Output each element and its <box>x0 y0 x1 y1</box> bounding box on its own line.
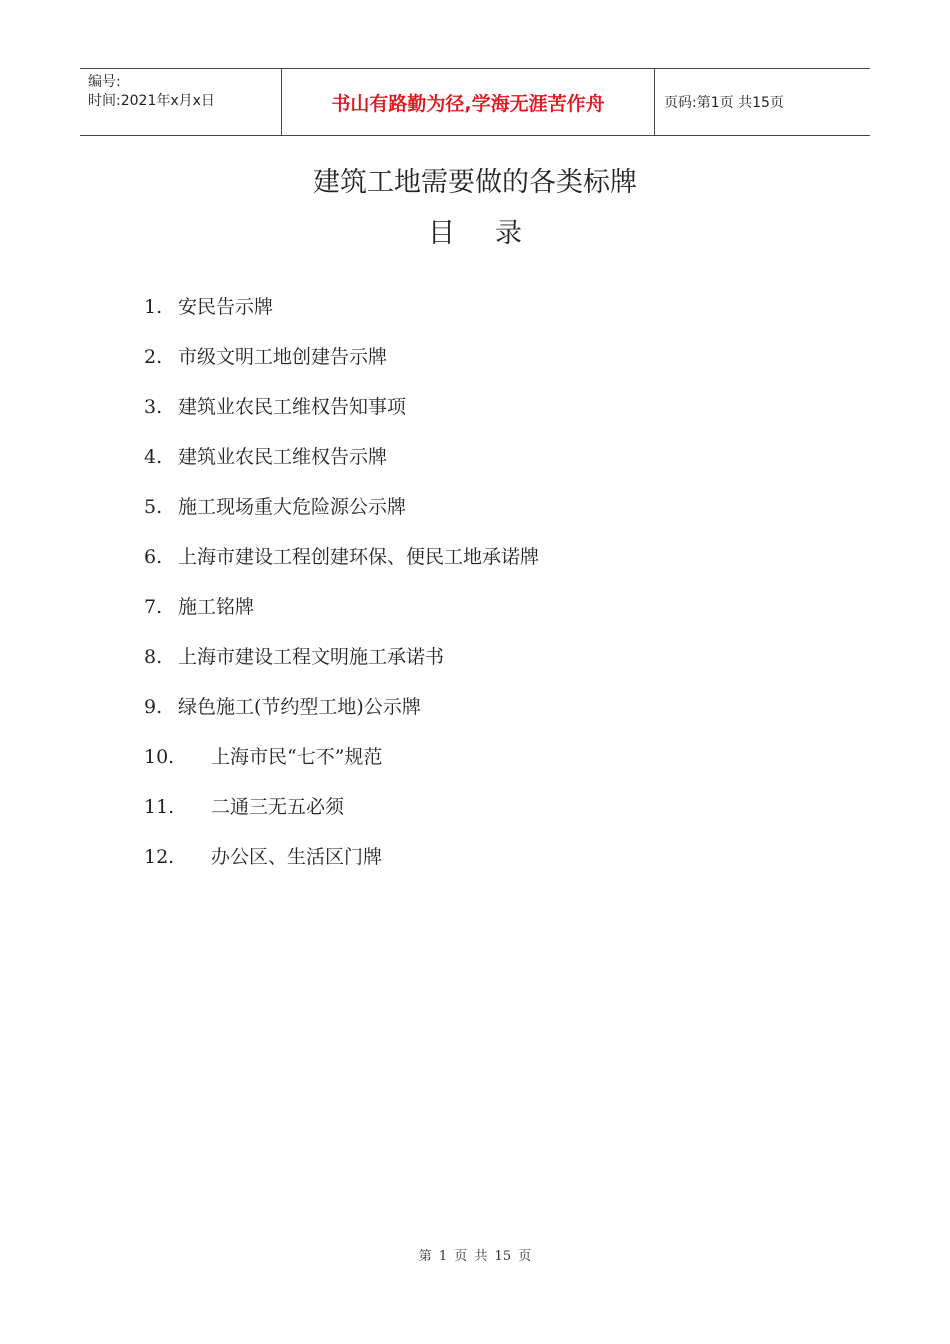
toc-item-label: 二通三无五必须 <box>211 796 345 818</box>
toc-item <box>144 292 539 342</box>
toc-item-label: 建筑业农民工维权告示牌 <box>178 446 388 468</box>
toc-item <box>144 592 539 642</box>
toc-item-number: 4. <box>144 446 163 468</box>
toc-item-number: 10. <box>144 746 175 768</box>
toc-item <box>144 392 539 442</box>
toc-item-label: 上海市建设工程创建环保、便民工地承诺牌 <box>178 546 540 568</box>
toc-item <box>144 692 539 742</box>
toc-item <box>144 842 539 892</box>
toc-item <box>144 742 539 792</box>
toc-item <box>144 342 539 392</box>
document-header <box>80 68 870 136</box>
toc-item-number: 12. <box>144 846 175 868</box>
toc-item-label: 办公区、生活区门牌 <box>211 846 383 868</box>
number-label: 编号: <box>88 74 121 90</box>
toc-item-label: 绿色施工(节约型工地)公示牌 <box>178 696 421 718</box>
toc-item-number: 9. <box>144 696 163 718</box>
toc-item-number: 3. <box>144 396 163 418</box>
toc-item <box>144 492 539 542</box>
toc-item-number: 5. <box>144 496 163 518</box>
toc-item-number: 2. <box>144 346 163 368</box>
document-title: 建筑工地需要做的各类标牌 <box>313 167 637 198</box>
header-meta-cell <box>80 69 282 135</box>
header-page-cell <box>655 69 870 135</box>
time-label: 时间:2021年x月x日 <box>88 93 215 109</box>
table-of-contents <box>144 292 539 892</box>
toc-item-label: 上海市民“七不”规范 <box>211 746 383 768</box>
toc-item-label: 施工现场重大危险源公示牌 <box>178 496 407 518</box>
header-motto-cell <box>282 69 655 135</box>
toc-item <box>144 792 539 842</box>
toc-item-label: 施工铭牌 <box>178 596 255 618</box>
toc-heading: 目录 <box>428 218 562 249</box>
toc-item-label: 上海市建设工程文明施工承诺书 <box>178 646 445 668</box>
motto-text: 书山有路勤为径,学海无涯苦作舟 <box>331 92 605 115</box>
page-info: 页码:第1页 共15页 <box>664 95 784 111</box>
toc-item-label: 安民告示牌 <box>178 296 274 318</box>
toc-item <box>144 542 539 592</box>
toc-item-number: 1. <box>144 296 163 318</box>
toc-item-label: 市级文明工地创建告示牌 <box>178 346 388 368</box>
toc-item-label: 建筑业农民工维权告知事项 <box>178 396 407 418</box>
toc-item-number: 6. <box>144 546 163 568</box>
toc-item <box>144 442 539 492</box>
toc-item-number: 11. <box>144 796 175 818</box>
toc-item <box>144 642 539 692</box>
toc-item-number: 7. <box>144 596 163 618</box>
toc-item-number: 8. <box>144 646 163 668</box>
page-footer: 第 1 页 共 15 页 <box>418 1249 532 1264</box>
